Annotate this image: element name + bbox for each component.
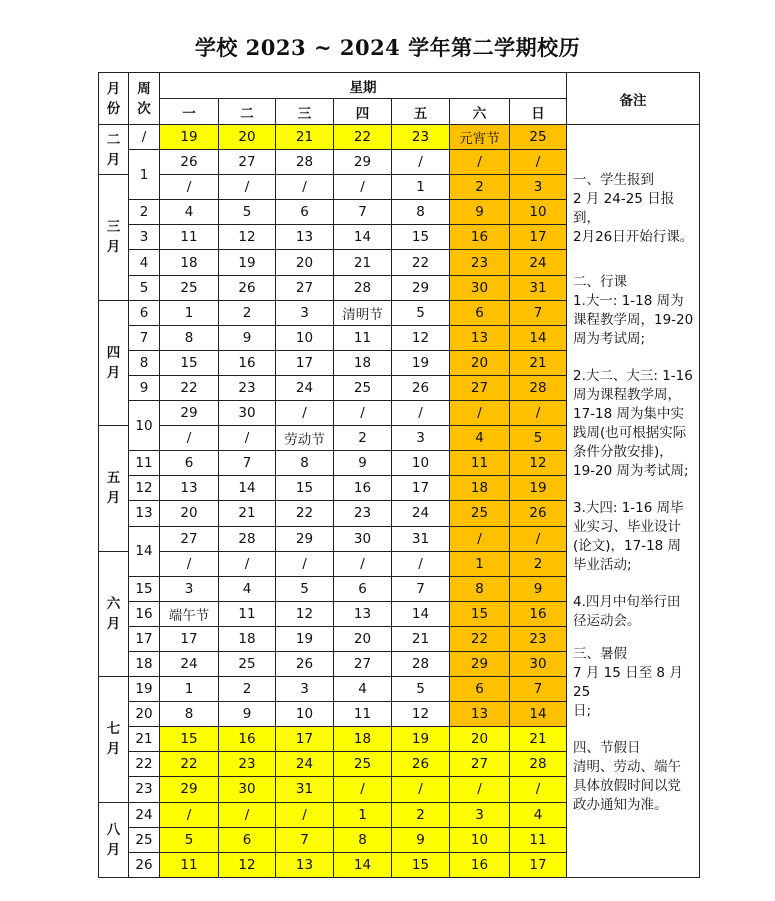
- day-cell: 19: [392, 350, 450, 375]
- week-cell: 26: [129, 852, 160, 877]
- day-cell: 22: [334, 125, 392, 150]
- day-cell: 17: [510, 225, 567, 250]
- day-cell: 29: [334, 150, 392, 175]
- day-cell: 26: [160, 150, 219, 175]
- day-cell: 11: [160, 852, 219, 877]
- day-cell: 20: [334, 626, 392, 651]
- day-cell: 6: [219, 827, 276, 852]
- remark-line: 践周(也可根据实际: [573, 425, 687, 441]
- day-cell: 28: [510, 375, 567, 400]
- remark-line: 周为考试周;: [573, 331, 646, 347]
- day-cell: 20: [450, 350, 510, 375]
- week-cell: 4: [129, 250, 160, 275]
- school-calendar-table: [98, 72, 700, 878]
- week-cell: 10: [129, 401, 160, 451]
- week-cell: 18: [129, 651, 160, 676]
- day-cell: 18: [219, 626, 276, 651]
- remark-line: 周为课程教学周，: [573, 387, 681, 403]
- day-cell: 31: [392, 526, 450, 551]
- day-cell: 12: [510, 451, 567, 476]
- day-cell: 23: [219, 752, 276, 777]
- day-cell: 29: [392, 275, 450, 300]
- week-cell: 16: [129, 601, 160, 626]
- month-cell: 五 月: [99, 426, 129, 551]
- remarks-cell: [567, 125, 700, 878]
- day-cell: 9: [450, 200, 510, 225]
- day-cell: 26: [392, 375, 450, 400]
- day-cell: 28: [219, 526, 276, 551]
- day-cell: 25: [334, 375, 392, 400]
- week-cell: 19: [129, 677, 160, 702]
- day-cell: 29: [276, 526, 334, 551]
- day-cell: 22: [160, 375, 219, 400]
- day-cell: 17: [392, 476, 450, 501]
- remark-line: 具体放假时间以党: [573, 778, 681, 794]
- day-cell: 8: [450, 576, 510, 601]
- day-cell: 1: [334, 802, 392, 827]
- remark-line: 毕业活动;: [573, 557, 632, 573]
- day-cell: 4: [334, 677, 392, 702]
- day-cell: 4: [450, 426, 510, 451]
- day-cell: 3: [510, 175, 567, 200]
- day-cell: 12: [219, 852, 276, 877]
- day-cell: 13: [450, 325, 510, 350]
- day-cell: 20: [276, 250, 334, 275]
- remark-line: (论文)，17-18 周: [573, 538, 682, 554]
- day-cell: 12: [276, 601, 334, 626]
- day-header-1: 二: [219, 99, 276, 125]
- month-cell: 二 月: [99, 125, 129, 175]
- day-cell: 19: [276, 626, 334, 651]
- remark-block: [573, 499, 695, 575]
- day-cell: 14: [510, 325, 567, 350]
- day-cell: 16: [334, 476, 392, 501]
- week-cell: 3: [129, 225, 160, 250]
- day-cell: 27: [276, 275, 334, 300]
- day-cell: /: [160, 175, 219, 200]
- day-cell: 21: [334, 250, 392, 275]
- day-cell: 5: [219, 200, 276, 225]
- day-cell: 2: [219, 300, 276, 325]
- week-header: 周 次: [129, 73, 160, 125]
- day-cell: 26: [392, 752, 450, 777]
- remark-line: 4.四月中旬举行田: [573, 594, 681, 610]
- remark-line: 清明、劳动、端午: [573, 759, 681, 775]
- day-cell: /: [392, 551, 450, 576]
- day-cell: /: [334, 175, 392, 200]
- day-cell: 10: [276, 702, 334, 727]
- day-cell: /: [219, 551, 276, 576]
- day-cell: 27: [160, 526, 219, 551]
- day-cell: /: [392, 150, 450, 175]
- week-cell: 21: [129, 727, 160, 752]
- day-cell: 2: [510, 551, 567, 576]
- day-cell: 14: [219, 476, 276, 501]
- day-cell: 13: [334, 601, 392, 626]
- remark-line: 1.大一: 1-18 周为: [573, 293, 684, 309]
- day-cell: 23: [334, 501, 392, 526]
- week-cell: 24: [129, 802, 160, 827]
- day-cell: /: [392, 777, 450, 802]
- day-cell: 2: [334, 426, 392, 451]
- month-header: 月 份: [99, 73, 129, 125]
- remark-line: 2月26日开始行课。: [573, 229, 694, 245]
- day-cell: 11: [450, 451, 510, 476]
- remark-line: 政办通知为准。: [573, 797, 668, 813]
- day-cell: 27: [450, 752, 510, 777]
- remarks-header: 备注: [567, 73, 700, 125]
- day-cell: 1: [160, 677, 219, 702]
- day-cell: 30: [450, 275, 510, 300]
- day-cell: 4: [219, 576, 276, 601]
- day-cell: 3: [276, 300, 334, 325]
- day-cell: 14: [334, 225, 392, 250]
- day-cell: 19: [510, 476, 567, 501]
- table-row: [99, 125, 700, 150]
- day-cell: 23: [219, 375, 276, 400]
- day-cell: /: [276, 802, 334, 827]
- day-cell: 16: [219, 350, 276, 375]
- day-cell: 8: [160, 325, 219, 350]
- day-cell: 23: [510, 626, 567, 651]
- day-cell: 25: [334, 752, 392, 777]
- day-cell: 28: [392, 651, 450, 676]
- day-cell: /: [510, 526, 567, 551]
- day-cell: 25: [450, 501, 510, 526]
- day-header-3: 四: [334, 99, 392, 125]
- remark-line: 2.大二、大三: 1-16: [573, 368, 693, 384]
- day-cell: 31: [510, 275, 567, 300]
- day-cell: 28: [510, 752, 567, 777]
- day-cell: 5: [160, 827, 219, 852]
- day-cell: 3: [450, 802, 510, 827]
- day-cell: 13: [160, 476, 219, 501]
- remark-block: [573, 367, 695, 481]
- day-cell: 31: [276, 777, 334, 802]
- remark-block: [573, 645, 695, 721]
- day-cell: 24: [510, 250, 567, 275]
- day-cell: 21: [510, 350, 567, 375]
- day-cell: 10: [450, 827, 510, 852]
- day-cell: 22: [160, 752, 219, 777]
- day-cell: 16: [450, 225, 510, 250]
- day-cell: 3: [392, 426, 450, 451]
- day-cell: /: [510, 150, 567, 175]
- day-cell: 19: [160, 125, 219, 150]
- remark-line: 一、学生报到: [573, 172, 654, 188]
- remark-line: 业实习、毕业设计: [573, 519, 681, 535]
- week-cell: 8: [129, 350, 160, 375]
- day-cell: 27: [219, 150, 276, 175]
- day-cell: /: [510, 401, 567, 426]
- weekday-header: 星期: [160, 73, 567, 99]
- day-cell: 21: [219, 501, 276, 526]
- week-cell: /: [129, 125, 160, 150]
- day-cell: 25: [510, 125, 567, 150]
- day-cell: 13: [276, 225, 334, 250]
- remark-line: 日;: [573, 703, 592, 719]
- day-header-4: 五: [392, 99, 450, 125]
- day-cell: 1: [450, 551, 510, 576]
- week-cell: 17: [129, 626, 160, 651]
- day-cell: 6: [160, 451, 219, 476]
- day-cell: /: [276, 401, 334, 426]
- day-cell: 3: [160, 576, 219, 601]
- day-cell: 29: [160, 777, 219, 802]
- week-cell: 7: [129, 325, 160, 350]
- day-cell: 4: [510, 802, 567, 827]
- day-cell: 16: [450, 852, 510, 877]
- day-cell: 20: [450, 727, 510, 752]
- day-cell: /: [450, 777, 510, 802]
- day-cell: 11: [334, 702, 392, 727]
- day-cell: 24: [392, 501, 450, 526]
- day-cell: 29: [160, 401, 219, 426]
- day-cell: /: [450, 401, 510, 426]
- day-cell: 19: [219, 250, 276, 275]
- week-cell: 25: [129, 827, 160, 852]
- day-cell: 15: [276, 476, 334, 501]
- day-cell: 11: [160, 225, 219, 250]
- day-cell: 17: [276, 727, 334, 752]
- day-cell: 端午节: [160, 601, 219, 626]
- day-cell: 7: [219, 451, 276, 476]
- day-cell: 1: [392, 175, 450, 200]
- week-cell: 22: [129, 752, 160, 777]
- day-cell: 15: [450, 601, 510, 626]
- day-cell: 24: [276, 375, 334, 400]
- week-cell: 11: [129, 451, 160, 476]
- day-cell: 30: [510, 651, 567, 676]
- month-cell: 八 月: [99, 802, 129, 877]
- day-cell: 18: [334, 727, 392, 752]
- day-cell: 15: [160, 350, 219, 375]
- day-cell: 11: [510, 827, 567, 852]
- day-cell: /: [276, 551, 334, 576]
- week-cell: 2: [129, 200, 160, 225]
- day-header-5: 六: [450, 99, 510, 125]
- day-cell: 清明节: [334, 300, 392, 325]
- day-cell: /: [334, 551, 392, 576]
- day-cell: 2: [392, 802, 450, 827]
- day-cell: 24: [160, 651, 219, 676]
- day-cell: /: [160, 802, 219, 827]
- day-cell: /: [160, 551, 219, 576]
- day-cell: 16: [219, 727, 276, 752]
- month-cell: 四 月: [99, 300, 129, 425]
- week-cell: 1: [129, 150, 160, 200]
- day-cell: 26: [276, 651, 334, 676]
- day-cell: 14: [392, 601, 450, 626]
- day-cell: 24: [276, 752, 334, 777]
- day-cell: /: [160, 426, 219, 451]
- day-cell: 30: [334, 526, 392, 551]
- day-cell: 9: [334, 451, 392, 476]
- week-cell: 14: [129, 526, 160, 576]
- day-cell: 21: [392, 626, 450, 651]
- day-cell: 8: [160, 702, 219, 727]
- day-header-6: 日: [510, 99, 567, 125]
- day-cell: 6: [450, 677, 510, 702]
- day-cell: 9: [510, 576, 567, 601]
- day-cell: 22: [392, 250, 450, 275]
- day-cell: 27: [334, 651, 392, 676]
- day-header-2: 三: [276, 99, 334, 125]
- week-cell: 12: [129, 476, 160, 501]
- day-cell: 29: [450, 651, 510, 676]
- remark-line: 径运动会。: [573, 613, 641, 629]
- day-cell: 26: [219, 275, 276, 300]
- day-cell: 20: [160, 501, 219, 526]
- day-cell: 22: [276, 501, 334, 526]
- day-cell: /: [219, 802, 276, 827]
- week-cell: 5: [129, 275, 160, 300]
- day-cell: 12: [392, 325, 450, 350]
- remark-line: 17-18 周为集中实: [573, 406, 685, 422]
- week-cell: 23: [129, 777, 160, 802]
- week-cell: 15: [129, 576, 160, 601]
- remark-line: 3.大四: 1-16 周毕: [573, 500, 684, 516]
- week-cell: 9: [129, 375, 160, 400]
- day-cell: 18: [450, 476, 510, 501]
- day-cell: 8: [276, 451, 334, 476]
- remark-block: [573, 593, 695, 631]
- day-cell: 21: [510, 727, 567, 752]
- day-cell: 3: [276, 677, 334, 702]
- day-cell: 30: [219, 777, 276, 802]
- day-cell: 22: [450, 626, 510, 651]
- day-cell: 6: [334, 576, 392, 601]
- day-cell: 13: [276, 852, 334, 877]
- day-cell: 9: [219, 702, 276, 727]
- remark-block: [573, 739, 695, 815]
- day-cell: /: [276, 175, 334, 200]
- remark-line: 二、行课: [573, 274, 627, 290]
- day-cell: 30: [219, 401, 276, 426]
- day-cell: /: [450, 150, 510, 175]
- day-cell: 8: [334, 827, 392, 852]
- day-cell: 15: [392, 852, 450, 877]
- day-cell: 23: [392, 125, 450, 150]
- day-cell: 15: [160, 727, 219, 752]
- day-cell: 17: [276, 350, 334, 375]
- day-cell: 12: [219, 225, 276, 250]
- day-cell: 劳动节: [276, 426, 334, 451]
- day-cell: /: [219, 426, 276, 451]
- day-cell: 7: [276, 827, 334, 852]
- day-cell: 6: [276, 200, 334, 225]
- week-cell: 6: [129, 300, 160, 325]
- day-header-0: 一: [160, 99, 219, 125]
- day-cell: 21: [276, 125, 334, 150]
- month-cell: 六 月: [99, 551, 129, 676]
- day-cell: 5: [510, 426, 567, 451]
- day-cell: 2: [450, 175, 510, 200]
- day-cell: 14: [334, 852, 392, 877]
- day-cell: /: [450, 526, 510, 551]
- day-cell: 7: [392, 576, 450, 601]
- day-cell: 7: [510, 677, 567, 702]
- day-cell: 10: [510, 200, 567, 225]
- remark-line: 7 月 15 日至 8 月 25: [573, 665, 683, 700]
- day-cell: 9: [219, 325, 276, 350]
- day-cell: 20: [219, 125, 276, 150]
- day-cell: 1: [160, 300, 219, 325]
- day-cell: 16: [510, 601, 567, 626]
- remark-line: 四、节假日: [573, 740, 641, 756]
- day-cell: 17: [160, 626, 219, 651]
- day-cell: 25: [219, 651, 276, 676]
- day-cell: /: [334, 401, 392, 426]
- month-cell: 三 月: [99, 175, 129, 300]
- day-cell: 5: [276, 576, 334, 601]
- day-cell: 17: [510, 852, 567, 877]
- remark-line: 三、暑假: [573, 646, 627, 662]
- day-cell: 23: [450, 250, 510, 275]
- day-cell: 25: [160, 275, 219, 300]
- remark-line: 条件分散安排)，: [573, 444, 673, 460]
- day-cell: 5: [392, 300, 450, 325]
- day-cell: 19: [392, 727, 450, 752]
- day-cell: 2: [219, 677, 276, 702]
- day-cell: 4: [160, 200, 219, 225]
- remark-line: 课程教学周，19-20: [573, 312, 694, 328]
- day-cell: 11: [334, 325, 392, 350]
- day-cell: 18: [160, 250, 219, 275]
- day-cell: /: [219, 175, 276, 200]
- day-cell: 28: [276, 150, 334, 175]
- day-cell: 11: [219, 601, 276, 626]
- remark-line: 19-20 周为考试周;: [573, 463, 689, 479]
- day-cell: /: [392, 401, 450, 426]
- page-title: 学校 2023 ~ 2024 学年第二学期校历: [194, 35, 581, 60]
- day-cell: /: [334, 777, 392, 802]
- day-cell: 27: [450, 375, 510, 400]
- remark-block: [573, 273, 695, 349]
- day-cell: 28: [334, 275, 392, 300]
- day-cell: 8: [392, 200, 450, 225]
- day-cell: 7: [510, 300, 567, 325]
- day-cell: 6: [450, 300, 510, 325]
- day-cell: 15: [392, 225, 450, 250]
- week-cell: 13: [129, 501, 160, 526]
- month-cell: 七 月: [99, 677, 129, 802]
- week-cell: 20: [129, 702, 160, 727]
- day-cell: 元宵节: [450, 125, 510, 150]
- day-cell: 5: [392, 677, 450, 702]
- day-cell: 10: [276, 325, 334, 350]
- day-cell: 10: [392, 451, 450, 476]
- remark-block: [573, 171, 695, 247]
- remark-line: 2 月 24-25 日报到，: [573, 191, 675, 226]
- day-cell: 7: [334, 200, 392, 225]
- day-cell: 13: [450, 702, 510, 727]
- day-cell: /: [510, 777, 567, 802]
- day-cell: 9: [392, 827, 450, 852]
- day-cell: 12: [392, 702, 450, 727]
- day-cell: 26: [510, 501, 567, 526]
- day-cell: 14: [510, 702, 567, 727]
- day-cell: 18: [334, 350, 392, 375]
